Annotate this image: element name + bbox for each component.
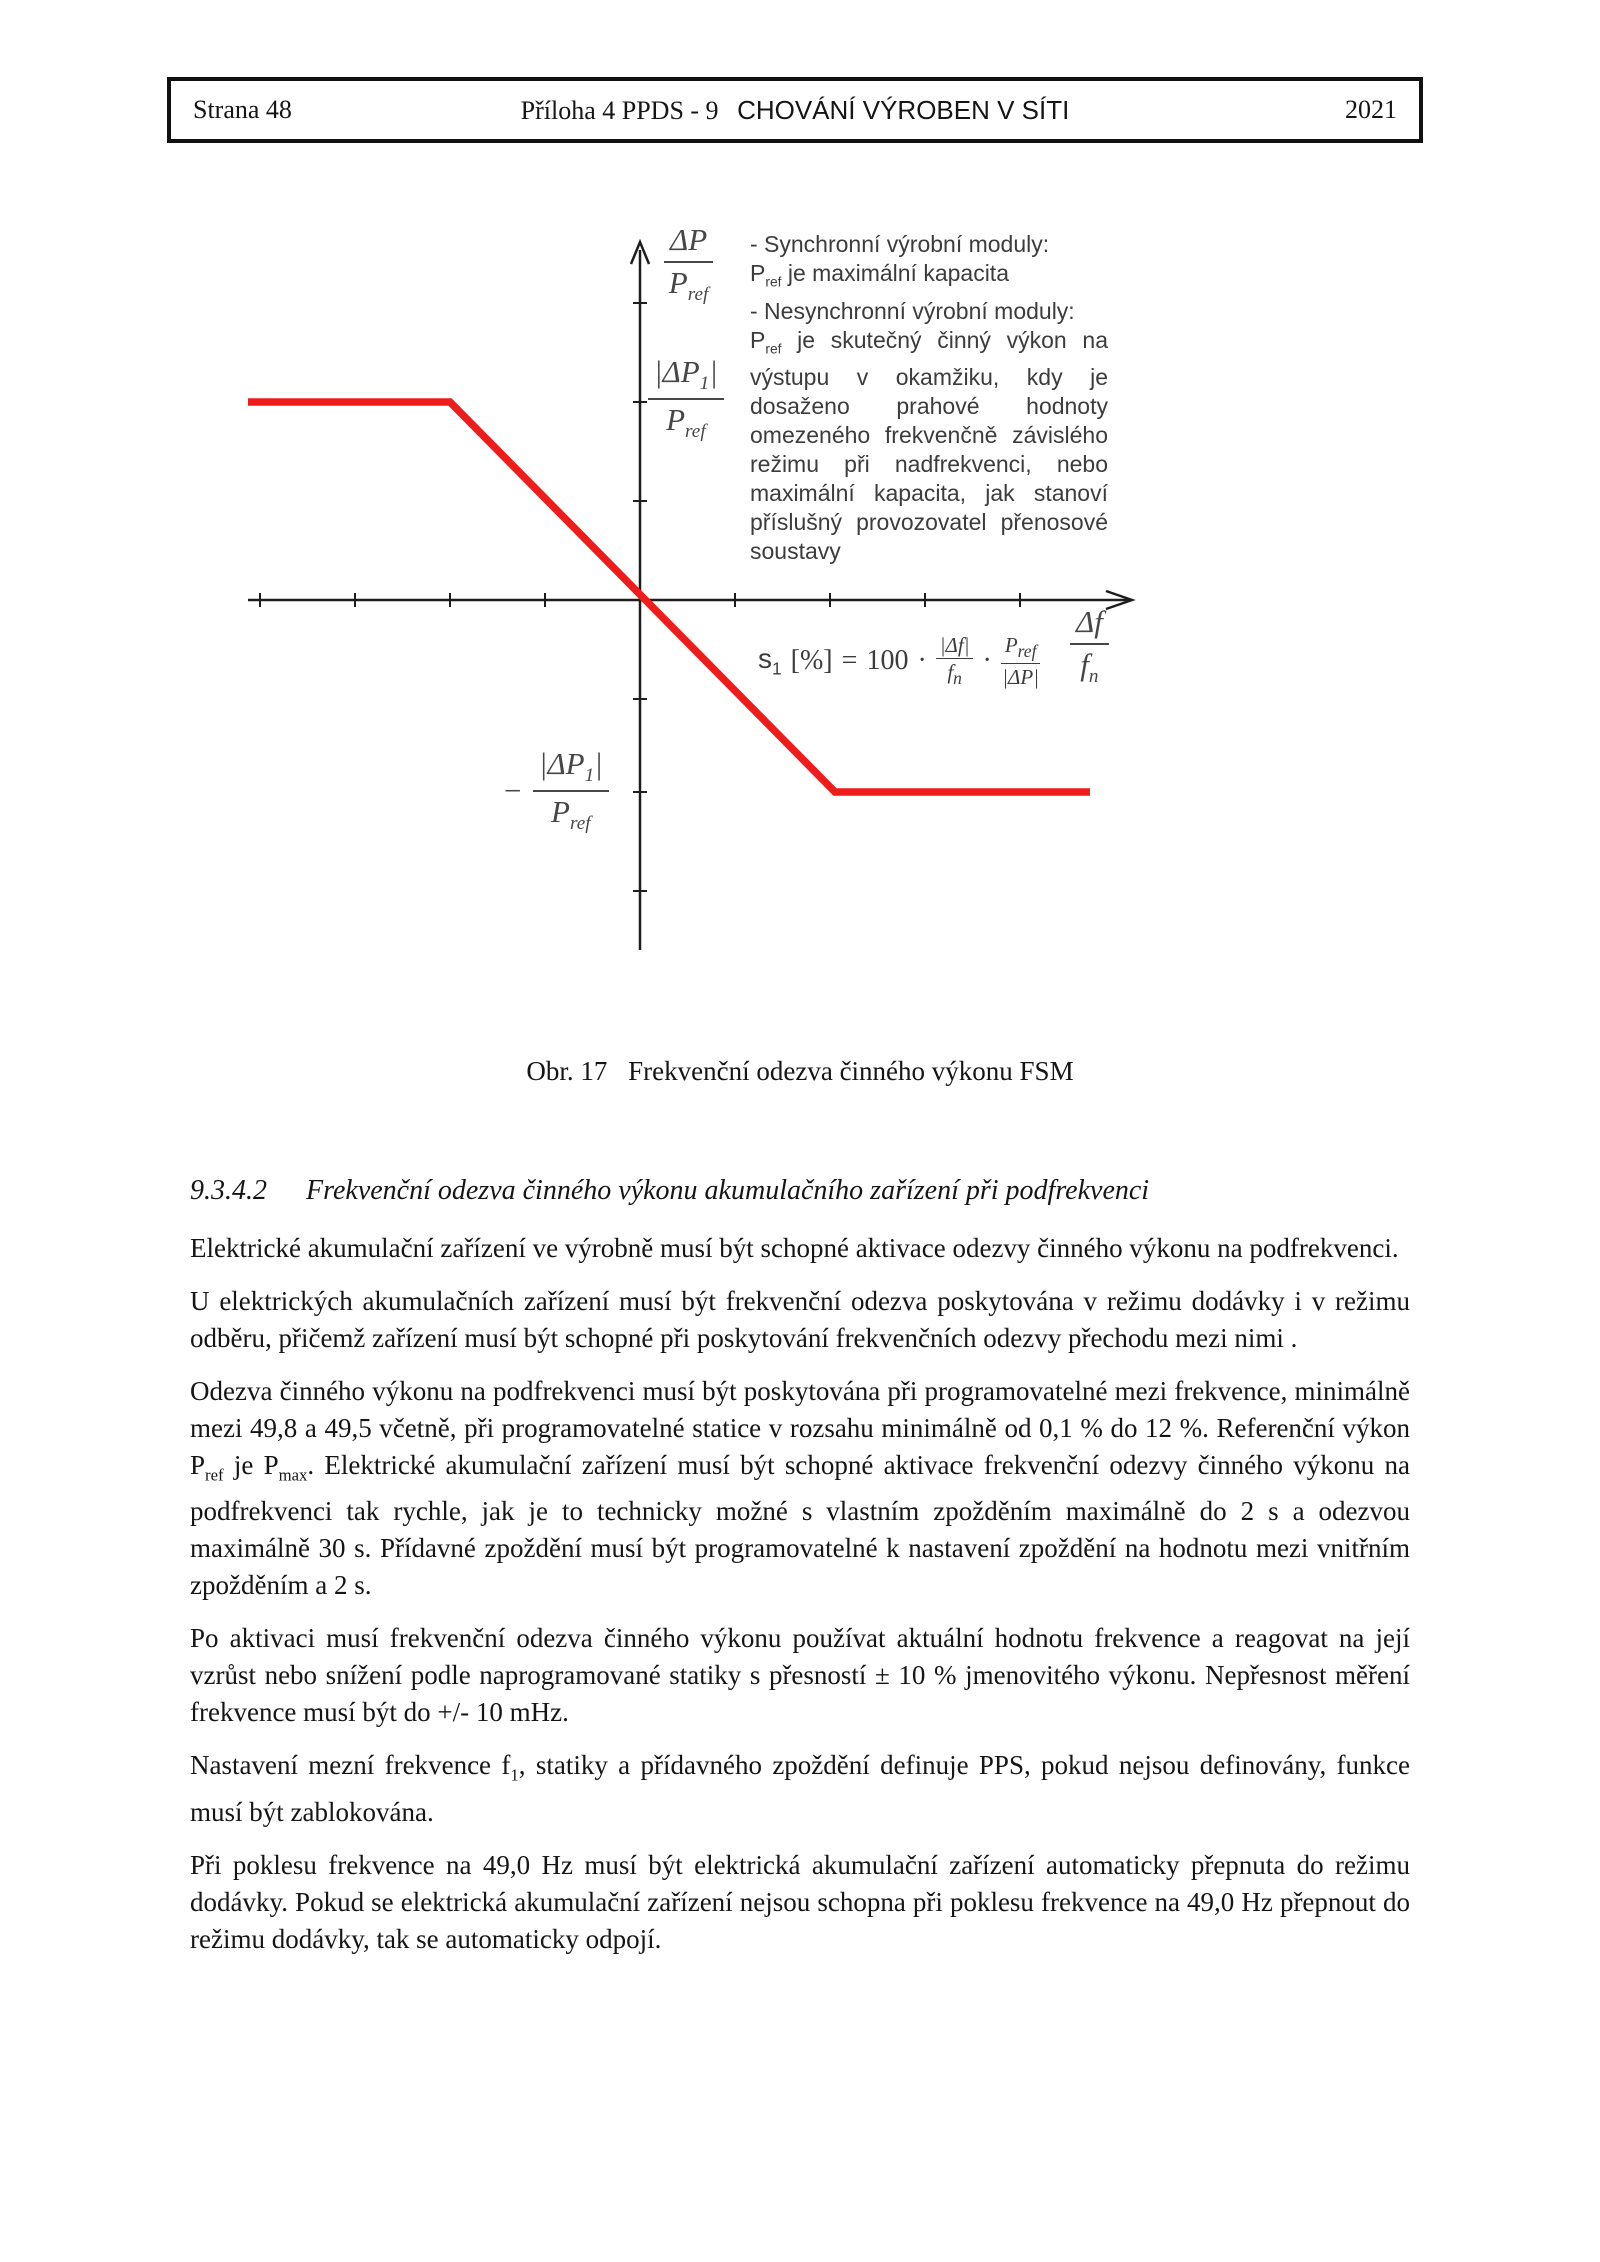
section-heading [190,1174,1410,1208]
negative-level-label: − $\frac{|\Delta P_1|}{P_{ref}}$ [502,748,609,835]
y-axis-label [664,224,713,305]
annotation-item1-body: $P_{ref}$ je maximální kapacita [750,260,1009,290]
section-number: 9.3.4.2 [190,1175,267,1206]
paragraph-3: Odezva činného výkonu na podfrekvenci musí být poskytována při programovatelné mezi frekvence, minimálně mezi 49,8 a 49,5 včetně, při programovatelné statice v rozsahu minimálně od 0,1 % do 12 %. Referenční výkon $P_{ref}$ je $P_{max}$. Elektrické akumulační zařízení musí být schopné aktivace frekvenční odezvy činného výkonu na podfrekvenci tak rychle, jak je to technicky možné s vlastním zpožděním maximálně do 2 s a odezvou maximálně 30 s. Přídavné zpoždění musí být programovatelné k nastavení zpoždění na hodnotu mezi vnitřním zpožděním a 2 s. [190,1376,1410,1601]
page-number: Strana 48 [193,95,292,124]
figure-caption-number: Obr. 17 [526,1056,608,1086]
paragraph-4: Po aktivaci musí frekvenční odezva činného výkonu používat aktuální hodnotu frekvence a reagovat na její vzrůst nebo snížení podle naprogramované statiky s přesností ± 10 % jmenovitého výkonu. Nepřesnost měření frekvence musí být do +/- 10 mHz. [190,1623,1410,1728]
figure-annotation [750,230,1108,566]
header-title-sans: CHOVÁNÍ VÝROBEN V SÍTI [737,94,1070,125]
x-axis-label [1070,606,1109,687]
minus-sign: − [502,773,523,809]
body-text [190,1174,1410,1974]
annotation-item2-body: $P_{ref}$ je skutečný činný výkon na výstupu v okamžiku, kdy je dosaženo prahové hodnoty omezeného frekvenčně závislého režimu při nadfrekvenci, nebo maximální kapacita, jak stanoví příslušný provozovatel přenosové soustavy [750,326,1108,565]
paragraph-6: Při poklesu frekvence na 49,0 Hz musí být elektrická akumulační zařízení automaticky přepnuta do režimu dodávky. Pokud se elektrická akumulační zařízení nejsou schopna při poklesu frekvence na 49,0 Hz přepnout do režimu dodávky, tak se automaticky odpojí. [190,1849,1410,1954]
annotation-item1-title: - Synchronní výrobní moduly: [750,231,1050,257]
y-axis-label-denominator: $P_{ref}$ [668,264,709,305]
figure-caption-text: Frekvenční odezva činného výkonu FSM [628,1056,1074,1086]
paragraph-1: Elektrické akumulační zařízení ve výrobně musí být schopné aktivace odezvy činného výkonu na podfrekvenci. [190,1233,1399,1263]
formula-frac-df-fn: $\frac{|\Delta f|}{f_n}$ [936,634,974,688]
positive-level-label: $|\Delta P_1|$ $P_{ref}$ [648,356,724,443]
x-axis-label-denominator: $f_n$ [1080,646,1099,687]
formula-lhs: $s_1$ [758,642,782,679]
paragraph-2: U elektrických akumulačních zařízení musí být frekvenční odezva poskytována v režimu dodávky i v režimu odběru, přičemž zařízení musí být schopné při poskytování frekvenčních odezvy přechodu mezi nimi . [190,1286,1410,1353]
annotation-item2-title: - Nesynchronní výrobní moduly: [750,297,1075,324]
section-title: Frekvenční odezva činného výkonu akumulačního zařízení při podfrekvenci [306,1175,1150,1206]
header-title-serif: Příloha 4 PPDS - 9 [520,95,719,125]
statics-formula: $s_1$ [%] = 100 · $\frac{|\Delta f|}{f_n}$ · $\frac{P_{ref}}{|\Delta P|}$ [758,633,1039,689]
y-axis-label-numerator: ΔP [664,224,713,263]
formula-frac-pref-dp: $\frac{P_{ref}}{|\Delta P|}$ [1002,633,1039,689]
figure-caption [0,1056,1600,1087]
paragraph-5: Nastavení mezní frekvence $f_1$, statiky a přídavného zpoždění definuje PPS, pokud nejsou definovány, funkce musí být zablokována. [190,1750,1410,1827]
header-year: 2021 [1345,95,1397,124]
x-axis-label-numerator: Δf [1070,606,1109,645]
